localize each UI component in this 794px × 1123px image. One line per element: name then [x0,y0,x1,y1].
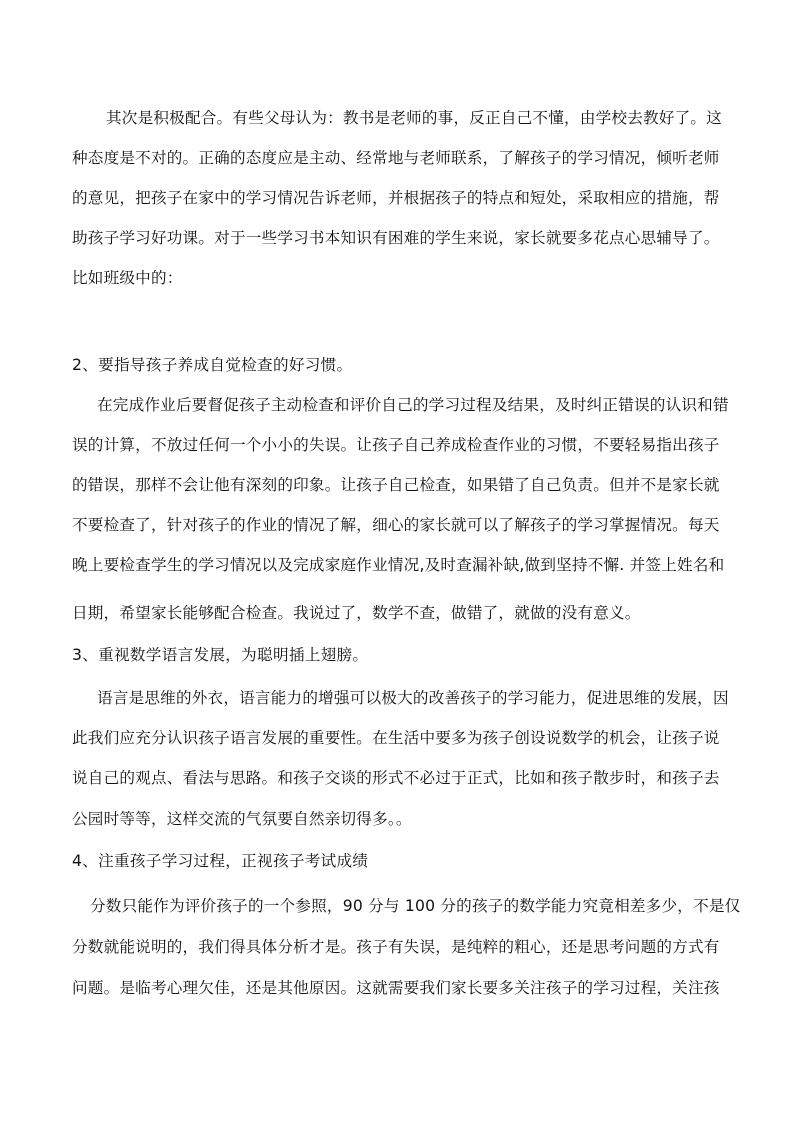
section-3-line-2: 此我们应充分认识孩子语言发展的重要性。在生活中要多为孩子创设说数学的机会，让孩子说 [72,729,720,747]
section-3-heading: 3、重视数学语言发展，为聪明插上翅膀。 [72,646,369,664]
paragraph-1-line-1: 其次是积极配合。有些父母认为：教书是老师的事，反正自己不懂，由学校去教好了。这 [106,109,722,127]
section-3-line-3: 说自己的观点、看法与思路。和孩子交谈的形式不必过于正式，比如和孩子散步时，和孩子去 [72,769,720,787]
paragraph-1-line-5: 比如班级中的： [72,269,183,287]
paragraph-1-line-2: 种态度是不对的。正确的态度应是主动、经常地与老师联系，了解孩子的学习情况，倾听老师 [72,149,720,167]
section-2-line-1: 在完成作业后要督促孩子主动检查和评价自己的学习过程及结果，及时纠正错误的认识和错 [97,396,729,414]
section-2-line-4: 不要检查了，针对孩子的作业的情况了解，细心的家长就可以了解孩子的学习掌握情况。每天 [72,516,720,534]
paragraph-1-line-4: 助孩子学习好功课。对于一些学习书本知识有困难的学生来说，家长就要多花点心思辅导了。 [72,229,720,247]
section-3-line-1: 语言是思维的外衣，语言能力的增强可以极大的改善孩子的学习能力，促进思维的发展，因 [97,689,729,707]
section-2-line-6: 日期，希望家长能够配合检查。我说过了，数学不查，做错了，就做的没有意义。 [72,604,641,622]
paragraph-1-line-3: 的意见，把孩子在家中的学习情况告诉老师，并根据孩子的特点和短处，采取相应的措施，帮 [72,189,720,207]
section-4-line-1: 分数只能作为评价孩子的一个参照，90 分与 100 分的孩子的数学能力究竟相差多少，不是仅 [90,897,741,915]
section-2-heading: 2、要指导孩子养成自觉检查的好习惯。 [72,356,353,374]
section-2-line-2: 误的计算，不放过任何一个小小的失误。让孩子自己养成检查作业的习惯，不要轻易指出孩子 [72,436,720,454]
section-2-line-5: 晚上要检查学生的学习情况以及完成家庭作业情况,及时查漏补缺,做到坚持不懈. 并签上姓名和 [72,556,725,574]
section-4-heading: 4、注重孩子学习过程，正视孩子考试成绩 [72,852,369,870]
section-2-line-3: 的错误，那样不会让他有深刻的印象。让孩子自己检查，如果错了自己负责。但并不是家长就 [72,476,720,494]
section-4-line-2: 分数就能说明的，我们得具体分析才是。孩子有失误，是纯粹的粗心，还是思考问题的方式有 [72,938,720,956]
section-3-line-4: 公园时等等，这样交流的气氛要自然亲切得多。。 [72,810,412,828]
section-4-line-3: 问题。是临考心理欠佳，还是其他原因。这就需要我们家长要多关注孩子的学习过程，关注孩 [72,979,720,997]
